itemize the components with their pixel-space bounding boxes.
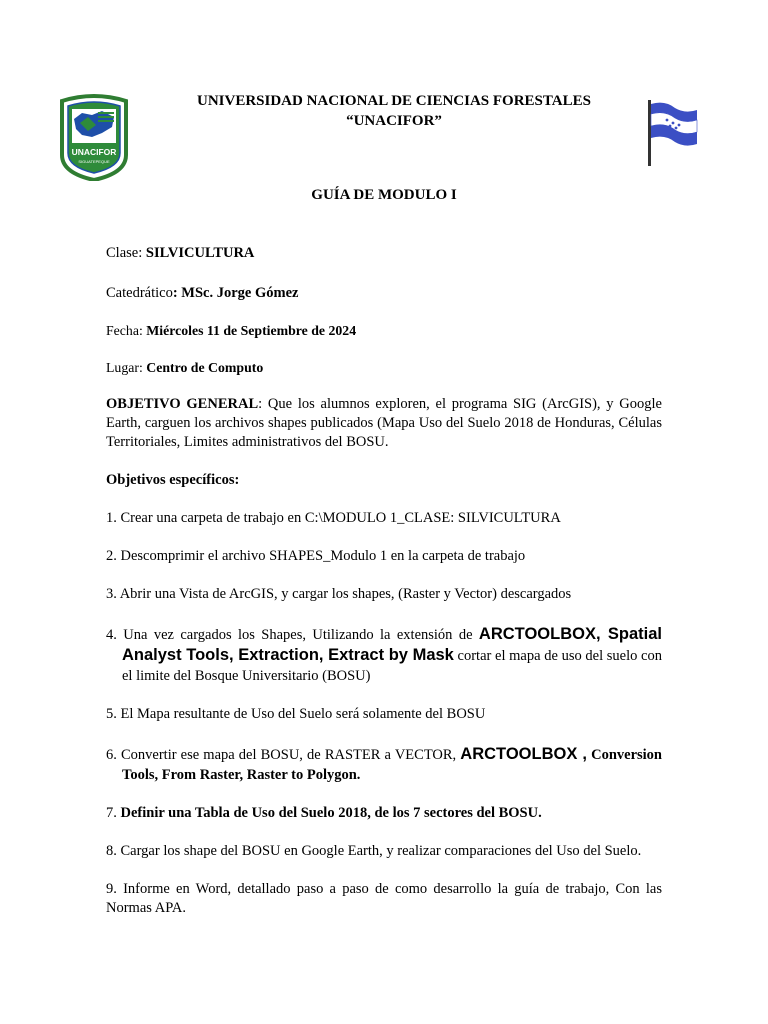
university-name: UNIVERSIDAD NACIONAL DE CIENCIAS FORESTALES — [197, 93, 591, 109]
task-6-tools: ARCTOOLBOX , — [460, 745, 587, 763]
field-catedratico — [106, 284, 662, 303]
task-4-text-c: cortar el mapa de uso del suelo con el limite del Bosque Universitario (BOSU) — [122, 648, 662, 684]
field-lugar — [106, 358, 662, 377]
fecha-label: Fecha: — [106, 323, 147, 338]
task-6-number: 6. — [106, 747, 117, 763]
general-objective — [106, 395, 662, 452]
logo-subtext: SIGUATEPEQUE — [78, 159, 110, 164]
fecha-value: Miércoles 11 de Septiembre de 2024 — [146, 323, 357, 338]
objective-label: OBJETIVO GENERAL — [106, 396, 259, 412]
university-acronym: “UNACIFOR” — [346, 113, 442, 129]
clase-label: Clase: — [106, 245, 146, 261]
honduras-flag — [645, 98, 701, 168]
list-item — [106, 842, 662, 861]
field-fecha — [106, 321, 662, 340]
task-4-text-a: Una vez cargados los Shapes, Utilizando la extensión de — [116, 627, 479, 643]
catedratico-label: Catedrático — [106, 285, 173, 301]
field-clase — [106, 244, 662, 263]
task-6-text-a: Convertir ese mapa del BOSU, de RASTER a VECTOR, — [116, 747, 461, 763]
document-body — [106, 244, 662, 918]
list-item — [106, 509, 662, 528]
task-7: Definir una Tabla de Uso del Suelo 2018, de los 7 sectores del BOSU. — [120, 805, 542, 821]
list-item — [106, 804, 662, 823]
document-header — [140, 91, 648, 131]
objective-text: : Que los alumnos exploren, el programa SIG (ArcGIS), y Google Earth, carguen los archivos shapes publicados (Mapa Uso del Suelo 2018 de Honduras, Células Territoriales, Limites administrativos del BOSU. — [106, 396, 662, 450]
catedratico-value: : MSc. Jorge Gómez — [172, 285, 299, 301]
list-item — [106, 744, 662, 785]
task-2: 2. Descomprimir el archivo SHAPES_Modulo 1 en la carpeta de trabajo — [106, 548, 526, 564]
task-7-number: 7. — [106, 805, 121, 821]
list-item — [106, 880, 662, 918]
task-3: 3. Abrir una Vista de ArcGIS, y cargar los shapes, (Raster y Vector) descargados — [106, 586, 572, 602]
task-4-number: 4. — [106, 627, 117, 643]
task-list — [106, 509, 662, 918]
list-item — [106, 585, 662, 604]
unacifor-logo — [58, 93, 130, 181]
document-title: GUÍA DE MODULO I — [311, 187, 457, 203]
task-9: 9. Informe en Word, detallado paso a paso de como desarrollo la guía de trabajo, Con las Normas APA. — [106, 881, 662, 916]
task-4-tools: ARCTOOLBOX, Spatial Analyst Tools, Extraction, Extract by Mask — [122, 625, 662, 664]
task-6-text-c: Conversion Tools, From Raster, Raster to Polygon. — [122, 747, 662, 783]
task-1: 1. Crear una carpeta de trabajo en C:\MODULO 1_CLASE: SILVICULTURA — [106, 510, 561, 526]
list-item — [106, 624, 662, 686]
list-item — [106, 547, 662, 566]
lugar-value: Centro de Computo — [146, 360, 264, 375]
task-8: 8. Cargar los shape del BOSU en Google Earth, y realizar comparaciones del Uso del Suelo. — [106, 843, 642, 859]
clase-value: SILVICULTURA — [145, 245, 255, 261]
list-item — [106, 705, 662, 724]
logo-text: UNACIFOR — [71, 147, 117, 157]
specific-objectives-title: Objetivos específicos: — [106, 472, 240, 488]
lugar-label: Lugar: — [106, 360, 147, 375]
task-5: 5. El Mapa resultante de Uso del Suelo será solamente del BOSU — [106, 706, 486, 722]
